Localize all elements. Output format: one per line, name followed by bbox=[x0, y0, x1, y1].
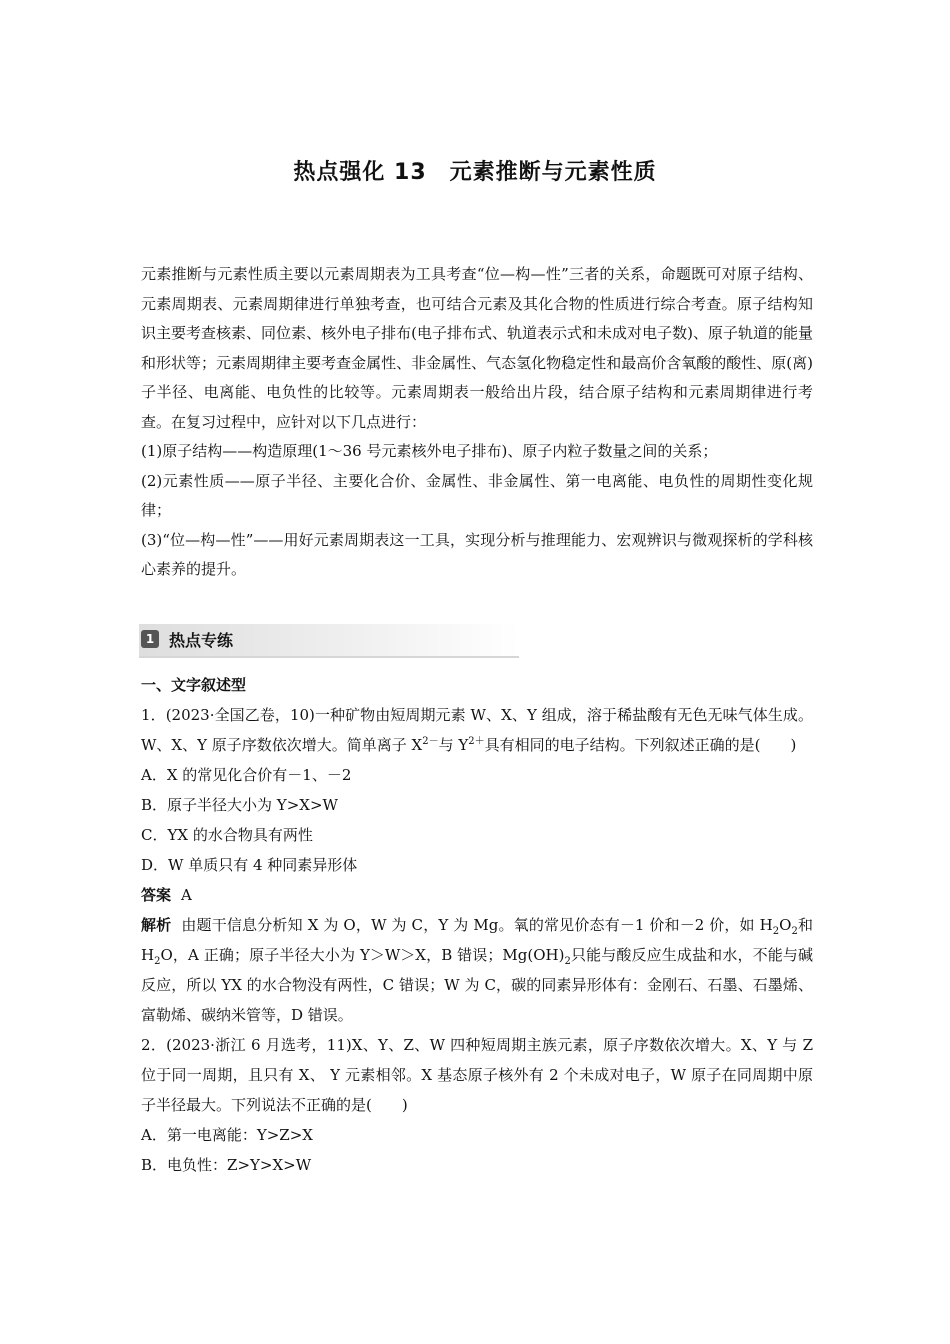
question-1-option-b: B．原子半径大小为 Y>X>W bbox=[141, 796, 338, 814]
x-ion-charge: 2－ bbox=[422, 736, 439, 747]
question-1-answer bbox=[141, 880, 813, 910]
answer-value: A bbox=[181, 886, 192, 904]
question-1-option-a: A．X 的常见化合价有－1、－2 bbox=[141, 766, 352, 784]
sub-heading: 一、文字叙述型 bbox=[141, 676, 247, 694]
question-2-option-b: B．电负性：Z>Y>X>W bbox=[141, 1156, 312, 1174]
exercise-section bbox=[141, 670, 813, 1180]
intro-point-3: (3)“位—构—性”——用好元素周期表这一工具，实现分析与推理能力、宏观辨识与微观探析的学科核心素养的提升。 bbox=[141, 530, 813, 578]
question-1-stem: 1．(2023·全国乙卷，10)一种矿物由短周期元素 W、X、Y 组成，溶于稀盐酸有无色无味气体生成。W、X、Y 原子序数依次增大。简单离子 $X^{2-}$与 $Y^{2+}$具有相同的电子结构。下列叙述正确的是( ) bbox=[141, 706, 813, 754]
question-2-option-a: A．第一电离能：Y>Z>X bbox=[141, 1126, 313, 1144]
page-title: 热点强化 13 元素推断与元素性质 bbox=[293, 160, 657, 185]
question-1-option-c: C．YX 的水合物具有两性 bbox=[141, 826, 313, 844]
intro-paragraph: 元素推断与元素性质主要以元素周期表为工具考查“位—构—性”三者的关系，命题既可对原子结构、元素周期表、元素周期律进行单独考查，也可结合元素及其化合物的性质进行综合考查。原子结构知识主要考查核素、同位素、核外电子排布(电子排布式、轨道表示式和未成对电子数)、原子轨道的能量和形状等；元素周期律主要考查金属性、非金属性、气态氢化物稳定性和最高价含氧酸的酸性、原(离)子半径、电离能、电负性的比较等。元素周期表一般给出片段，结合原子结构和元素周期律进行考查。在复习过程中，应针对以下几点进行： bbox=[141, 265, 813, 431]
intro-section bbox=[141, 260, 813, 585]
question-1-option-d: D．W 单质只有 4 种同素异形体 bbox=[141, 856, 358, 874]
intro-point-1: (1)原子结构——构造原理(1～36 号元素核外电子排布)、原子内粒子数量之间的关系； bbox=[141, 442, 718, 460]
answer-label: 答案 bbox=[141, 886, 172, 904]
section-title: 热点专练 bbox=[169, 631, 234, 650]
intro-point-2: (2)元素性质——原子半径、主要化合价、金属性、非金属性、第一电离能、电负性的周期性变化规律； bbox=[141, 471, 813, 519]
section-number-icon: 1 bbox=[141, 630, 159, 648]
analysis-label: 解析 bbox=[141, 916, 172, 934]
y-ion-charge: 2＋ bbox=[468, 736, 485, 747]
question-1-analysis: 解析 由题干信息分析知 X 为 O，W 为 C，Y 为 Mg。氧的常见价态有－1 价和－2 价，如 $H_2O_2$和 $H_2O$，A 正确；原子半径大小为 Y＞W＞X，B 错误；$Mg(OH)_2$只能与酸反应生成盐和水，不能与碱反应，所以 YX 的水合物没有两性，C 错误；W 为 C，碳的同素异形体有：金刚石、石墨、石墨烯、富勒烯、碳纳米管等，D 错误。 bbox=[141, 916, 813, 1024]
section-header bbox=[139, 624, 519, 658]
question-2-stem: 2．(2023·浙江 6 月选考，11)X、Y、Z、W 四种短周期主族元素，原子序数依次增大。X、Y 与 Z 位于同一周期，且只有 X、 Y 元素相邻。X 基态原子核外有 2 个未成对电子，W 原子在同周期中原子半径最大。下列说法不正确的是( ) bbox=[141, 1036, 813, 1114]
